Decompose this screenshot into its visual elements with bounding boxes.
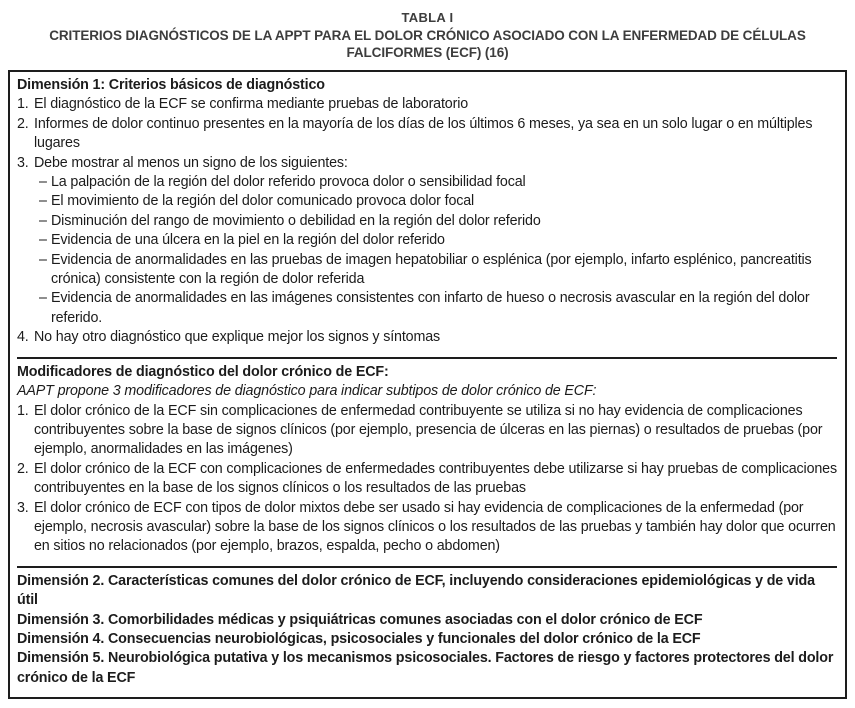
list-item [17, 499, 837, 557]
dash-marker: – [39, 251, 47, 268]
item-marker: 1. [17, 402, 29, 419]
dimension-line: Dimensión 4. Consecuencias neurobiológicas, psicosociales y funcionales del dolor crónico de la ECF [17, 630, 701, 647]
item-text: No hay otro diagnóstico que explique mejor los signos y síntomas [34, 329, 441, 346]
list-item [17, 402, 837, 460]
sub-item-text: Disminución del rango de movimiento o debilidad en la región del dolor referido [51, 212, 541, 229]
section-dimension-1 [17, 72, 837, 357]
item-marker: 3. [17, 154, 29, 171]
sub-item-text: Evidencia de una úlcera en la piel en la región del dolor referido [51, 232, 445, 249]
table-box [8, 70, 847, 699]
dimension-line: Dimensión 5. Neurobiológica putativa y los mecanismos psicosociales. Factores de riesgo y factores protectores del dolor crónico de la ECF [17, 650, 834, 686]
table-label: TABLA I [401, 10, 454, 25]
item-marker: 2. [17, 115, 29, 132]
item-text: El dolor crónico de ECF con tipos de dolor mixtos debe ser usado si hay evidencia de complicaciones de la enfermedad (por ejemplo, necrosis avascular) sobre la base de los signos clínicos o los resultados de las pruebas y también hay dolor que ocurren en sitios no relacionados (por ejemplo, brazos, espalda, pecho o abdomen) [34, 499, 836, 555]
list-item [17, 460, 837, 499]
dimension-line: Dimensión 3. Comorbilidades médicas y psiquiátricas comunes asociadas con el dolor crónico de ECF [17, 611, 703, 628]
item-text: El dolor crónico de la ECF sin complicaciones de enfermedad contribuyente se utiliza si no hay evidencia de complicaciones contribuyentes sobre la base de signos clínicos (por ejemplo, presencia de úlceras en las piernas) o resultados de pruebas (por ejemplo, anormalidades en las imágenes) [34, 402, 823, 458]
list-item [17, 154, 837, 173]
sub-list-item [39, 192, 837, 211]
item-text: El diagnóstico de la ECF se confirma mediante pruebas de laboratorio [34, 96, 469, 113]
section-intro: AAPT propone 3 modificadores de diagnóstico para indicar subtipos de dolor crónico de ECF: [17, 383, 597, 400]
item-text: Informes de dolor continuo presentes en la mayoría de los días de los últimos 6 meses, ya sea en un solo lugar o en múltiples lugares [34, 115, 813, 152]
table-caption: CRITERIOS DIAGNÓSTICOS DE LA APPT PARA EL DOLOR CRÓNICO ASOCIADO CON LA ENFERMEDAD DE CÉLULAS FALCIFORMES (ECF) (16) [49, 28, 806, 60]
item-text: Debe mostrar al menos un signo de los siguientes: [34, 154, 348, 171]
dimension-line: Dimensión 2. Características comunes del dolor crónico de ECF, incluyendo consideraciones epidemiológicas y de vida útil [17, 572, 815, 609]
table-header [8, 10, 847, 61]
list-item [17, 328, 837, 347]
section-heading: Modificadores de diagnóstico del dolor crónico de ECF: [17, 363, 389, 380]
sub-list-item [39, 173, 837, 192]
sub-list-item [39, 231, 837, 250]
list-item [17, 115, 837, 154]
section-dimensions-2-5 [17, 566, 837, 697]
sub-item-text: Evidencia de anormalidades en las imágenes consistentes con infarto de hueso o necrosis avascular en la región del dolor referido. [51, 290, 810, 326]
dash-marker: – [39, 212, 47, 229]
dash-marker: – [39, 232, 47, 249]
sub-item-text: Evidencia de anormalidades en las pruebas de imagen hepatobiliar o esplénica (por ejemplo, infarto esplénico, pancreatitis crónica) consistente con la región de dolor referida [51, 251, 812, 288]
sub-list-item [39, 289, 837, 328]
sub-item-text: La palpación de la región del dolor referido provoca dolor o sensibilidad focal [51, 174, 526, 191]
dash-marker: – [39, 193, 47, 210]
sub-list-item [39, 212, 837, 231]
item-marker: 1. [17, 96, 29, 113]
item-marker: 4. [17, 329, 29, 346]
section-modificadores [17, 357, 837, 566]
item-marker: 2. [17, 460, 29, 477]
dash-marker: – [39, 174, 47, 191]
item-marker: 3. [17, 499, 29, 516]
section-heading: Dimensión 1: Criterios básicos de diagnóstico [17, 77, 325, 93]
list-item [17, 95, 837, 114]
sub-list-item [39, 251, 837, 290]
dash-marker: – [39, 290, 47, 307]
item-text: El dolor crónico de la ECF con complicaciones de enfermedades contribuyentes debe utilizarse si hay pruebas de complicaciones contribuyentes en la base de los signos clínicos o los resultados de las pruebas [34, 460, 837, 497]
sub-item-text: El movimiento de la región del dolor comunicado provoca dolor focal [51, 193, 475, 210]
